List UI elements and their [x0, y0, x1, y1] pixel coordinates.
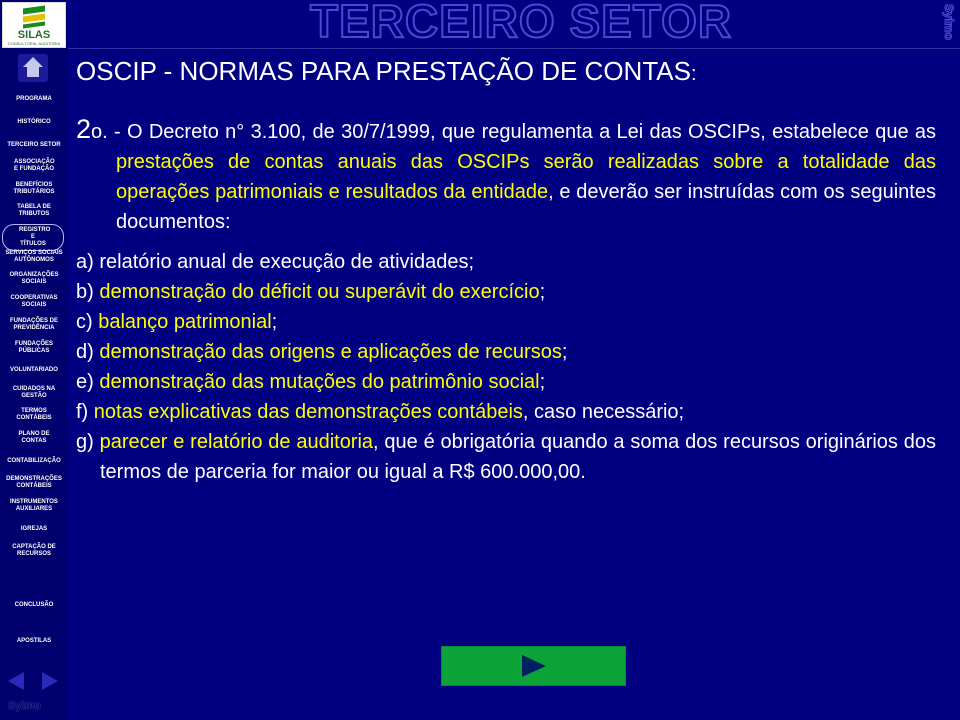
nav-arrows	[6, 670, 62, 692]
sidebar-item-beneficios-tributarios[interactable]: BENEFÍCIOS TRIBUTÁRIOS	[13, 182, 55, 195]
paragraph-text-end: , e deverão ser instruídas com os seguintes documentos:	[116, 181, 936, 233]
list-text: , que é obrigatória quando a soma dos recursos originários dos termos de parceria for maior ou igual a R$ 600.000,00.	[100, 431, 936, 483]
slide-title	[76, 56, 697, 87]
slide-title-suffix: :	[690, 63, 697, 85]
next-slide-button[interactable]	[441, 646, 626, 686]
list-text: ;	[561, 341, 568, 363]
list-prefix: e)	[76, 371, 100, 393]
list-item-g	[76, 427, 936, 487]
list-prefix: d)	[76, 341, 100, 363]
sidebar-item-registro-titulos[interactable]: REGISTRO E TÍTULOS	[2, 224, 64, 251]
home-icon	[23, 57, 43, 67]
sidebar-item-demonstracoes-contabeis[interactable]: DEMONSTRAÇÕES CONTÁBEIS	[6, 476, 62, 489]
home-icon-base	[27, 67, 39, 77]
sidebar-item-cuidados-gestao[interactable]: CUIDADOS NA GESTÃO	[12, 386, 56, 399]
list-item-a	[76, 247, 936, 277]
list-text: ;	[539, 281, 546, 303]
sidebar-item-historico[interactable]: HISTÓRICO	[17, 119, 51, 125]
sidebar-item-conclusao[interactable]: CONCLUSÃO	[14, 602, 54, 608]
sidebar-item-programa[interactable]: PROGRAMA	[16, 96, 52, 102]
previous-arrow-icon[interactable]	[8, 672, 24, 690]
home-button[interactable]	[18, 54, 48, 82]
list-item-c	[76, 307, 936, 337]
paragraph-text: o. - O Decreto n° 3.100, de 30/7/1999, que regulamenta a Lei das OSCIPs, estabelece que as	[91, 121, 936, 143]
logo-name: SILAS	[17, 29, 51, 41]
sylmo-watermark-bottom: Sylmo	[8, 700, 42, 712]
sidebar-item-igrejas[interactable]: IGREJAS	[20, 526, 48, 532]
logo-flag-stripe	[23, 21, 45, 28]
sidebar-nav	[0, 0, 68, 720]
sidebar-item-tabela-tributos[interactable]: TABELA DE TRIBUTOS	[17, 204, 51, 217]
list-item-f	[76, 397, 936, 427]
silas-logo	[2, 2, 66, 48]
list-prefix: b)	[76, 281, 100, 303]
sidebar-item-fundacoes-publicas[interactable]: FUNDAÇÕES PÚBLICAS	[14, 341, 53, 354]
paragraph-highlight: prestações de contas anuais das OSCIPs serão realizadas sobre a totalidade das operações patrimoniais e resultados da entidade	[116, 151, 936, 203]
list-text: relatório anual de execução de atividades;	[99, 251, 475, 273]
sidebar-item-voluntariado[interactable]: VOLUNTARIADO	[10, 367, 58, 373]
next-arrow-icon[interactable]	[42, 672, 58, 690]
slide-title-text: OSCIP - NORMAS PARA PRESTAÇÃO DE CONTAS	[76, 56, 691, 86]
list-prefix: c)	[76, 311, 99, 333]
paragraph-number: 2	[76, 114, 92, 144]
sidebar-item-captacao-recursos[interactable]: CAPTAÇÃO DE RECURSOS	[12, 544, 56, 557]
list-highlight: notas explicativas das demonstrações contábeis	[93, 401, 523, 423]
list-item-e	[76, 367, 936, 397]
play-arrow-icon	[522, 655, 546, 677]
slide-content	[76, 114, 936, 487]
list-text: ;	[539, 371, 546, 393]
sidebar-item-servicos-sociais[interactable]: SERVIÇOS SOCIAIS AUTÔNOMOS	[5, 250, 63, 263]
sidebar-item-contabilizacao[interactable]: CONTABILIZAÇÃO	[7, 458, 61, 464]
sidebar-item-plano-contas[interactable]: PLANO DE CONTAS	[18, 431, 50, 444]
list-prefix: a)	[76, 251, 100, 273]
list-text: , caso necessário;	[522, 401, 685, 423]
list-highlight: demonstração das origens e aplicações de recursos	[99, 341, 562, 363]
list-highlight: balanço patrimonial	[98, 311, 272, 333]
list-prefix: f)	[76, 401, 94, 423]
list-highlight: demonstração das mutações do patrimônio social	[99, 371, 540, 393]
sidebar-item-instrumentos-auxiliares[interactable]: INSTRUMENTOS AUXILIARES	[10, 499, 58, 512]
logo-subtitle: CONSULTORIA, AUDITORIA	[7, 41, 61, 46]
paragraph-intro	[76, 114, 936, 237]
list-text: ;	[271, 311, 278, 333]
list-highlight: demonstração do déficit ou superávit do exercício	[99, 281, 540, 303]
header-divider	[68, 48, 960, 49]
sidebar-item-associacao-fundacao[interactable]: ASSOCIAÇÃO E FUNDAÇÃO	[14, 159, 55, 172]
list-prefix: g)	[76, 431, 100, 453]
list-item-b	[76, 277, 936, 307]
sidebar-item-apostilas[interactable]: APOSTILAS	[16, 638, 52, 644]
sidebar-item-termos-contabeis[interactable]: TERMOS CONTÁBEIS	[16, 408, 52, 421]
sidebar-item-cooperativas-sociais[interactable]: COOPERATIVAS SOCIAIS	[10, 295, 58, 308]
sylmo-watermark-top: Sylmo	[942, 4, 956, 41]
sidebar-item-terceiro-setor[interactable]: TERCEIRO SETOR	[7, 142, 61, 148]
list-item-d	[76, 337, 936, 367]
header-title: TERCEIRO SETOR	[310, 0, 733, 47]
sidebar-item-fundacoes-previdencia[interactable]: FUNDAÇÕES DE PREVIDÊNCIA	[9, 318, 58, 331]
sidebar-item-organizacoes-sociais[interactable]: ORGANIZAÇÕES SOCIAIS	[9, 272, 59, 285]
list-highlight: parecer e relatório de auditoria	[99, 431, 374, 453]
